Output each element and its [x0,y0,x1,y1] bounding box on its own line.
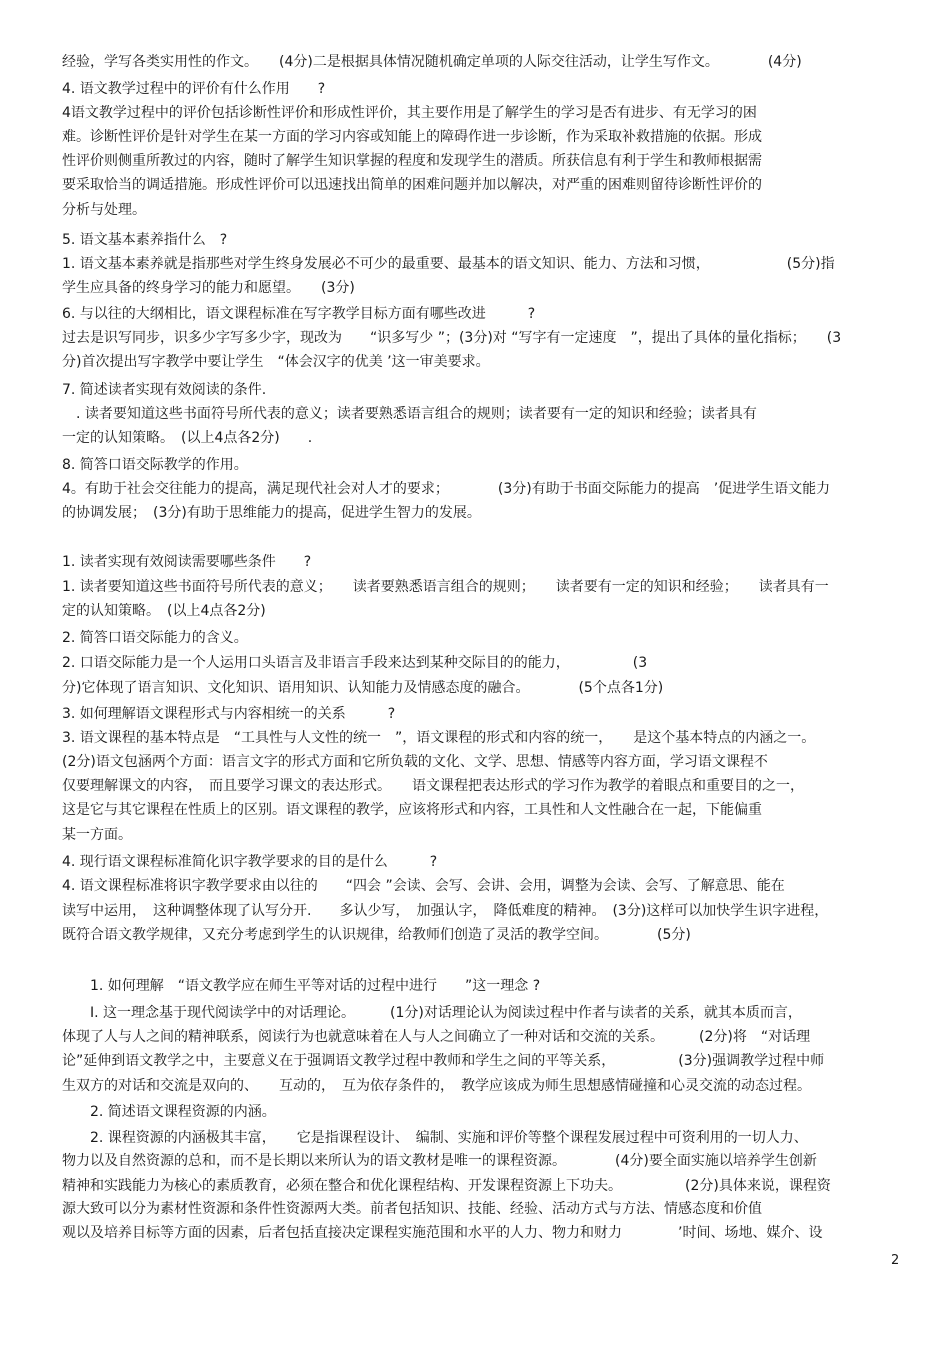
text-line: 经验，学写各类实用性的作文。 (4分)二是根据具体情况随机确定单项的人际交往活动，让学生写作文。 (4分) [62,54,802,70]
text-line: 4. 语文课程标准将识字教学要求由以往的 “四会 ”会读、会写、会讲、会用，调整为会读、会写、了解意思、能在 [62,878,785,894]
text-line: 4. 语文教学过程中的评价有什么作用 ? [62,81,326,97]
text-line: 1. 读者要知道这些书面符号所代表的意义； 读者要熟悉语言组合的规则； 读者要有一定的知识和经验； 读者具有一 [62,579,829,595]
text-line: 过去是识写同步，识多少字写多少字，现改为 “识多写少 ”；(3分)对 “写字有一定速度 ”，提出了具体的量化指标； (3 [62,330,842,346]
text-line: 2. 简答口语交际能力的含义。 [62,630,248,646]
text-line: 体现了人与人之间的精神联系，阅读行为也就意味着在人与人之间确立了一种对话和交流的关系。 (2分)将 “对话理 [62,1029,811,1045]
text-line: 仅要理解课文的内容， 而且要学习课文的表达形式。 语文课程把表达形式的学习作为教学的着眼点和重要目的之一， [62,778,804,794]
text-line: 某一方面。 [62,827,132,843]
text-line: 2. 口语交际能力是一个人运用口头语言及非语言手段来达到某种交际目的的能力， (3 [62,655,648,671]
text-line: 既符合语文教学规律，又充分考虑到学生的认识规律，给教师们创造了灵活的教学空间。 (5分) [62,927,691,943]
text-line: 2. 课程资源的内涵极其丰富， 它是指课程设计、 编制、实施和评价等整个课程发展过程中可资利用的一切人力、 [90,1130,808,1146]
text-line: 分)首次提出写字教学中要让学生 “体会汉字的优美 ’这一审美要求。 [62,354,490,370]
text-line: 2. 简述语文课程资源的内涵。 [90,1104,276,1120]
text-line: 论”延伸到语文教学之中，主要意义在于强调语文教学过程中教师和学生之间的平等关系， (3分)强调教学过程中师 [62,1053,825,1069]
text-line: 源大致可以分为素材性资源和条件性资源两大类。前者包括知识、技能、经验、活动方式与方法、情感态度和价值 [62,1201,762,1217]
text-line: 物力以及自然资源的总和，而不是长期以来所认为的语文教材是唯一的课程资源。 (4分)要全面实施以培养学生创新 [62,1153,817,1169]
text-line: 难。诊断性评价是针对学生在某一方面的学习内容或知能上的障碍作进一步诊断，作为采取补救措施的依据。形成 [62,129,762,145]
text-line: I. 这一理念基于现代阅读学中的对话理论。 (1分)对话理论认为阅读过程中作者与读者的关系，就其本质而言， [90,1005,802,1021]
text-line: 读写中运用， 这种调整体现了认写分开. 多认少写， 加强认字， 降低难度的精神。 (3分)这样可以加快学生识字进程， [62,903,829,919]
text-line: 1. 语文基本素养就是指那些对学生终身发展必不可少的最重要、最基本的语文知识、能力、方法和习惯， (5分)指 [62,256,835,272]
text-line: 要采取恰当的调适措施。形成性评价可以迅速找出简单的困难问题并加以解决，对严重的困难则留待诊断性评价的 [62,177,762,193]
text-line: 4。有助于社会交往能力的提高，满足现代社会对人才的要求； (3分)有助于书面交际能力的提高 ’促进学生语文能力 [62,481,831,497]
text-line: 学生应具备的终身学习的能力和愿望。 (3分) [62,280,355,296]
text-line: 观以及培养目标等方面的因素，后者包括直接决定课程实施范围和水平的人力、物力和财力 ’时间、场地、媒介、设 [62,1225,823,1241]
text-line: 4语文教学过程中的评价包括诊断性评价和形成性评价，其主要作用是了解学生的学习是否有进步、有无学习的困 [62,105,757,121]
text-line: 精神和实践能力为核心的素质教育，必须在整合和优化课程结构、开发课程资源上下功夫。 (2分)具体来说，课程资 [62,1178,831,1194]
text-line: 6. 与以往的大纲相比，语文课程标准在写字教学目标方面有哪些改进 ? [62,306,536,322]
text-line: 3. 如何理解语文课程形式与内容相统一的关系 ? [62,706,396,722]
text-line: 5. 语文基本素养指什么 ? [62,232,228,248]
text-line: 分析与处理。 [62,202,146,218]
text-line: . 读者要知道这些书面符号所代表的意义；读者要熟悉语言组合的规则；读者要有一定的知识和经验；读者具有 [62,406,757,422]
text-line: 生双方的对话和交流是双向的、 互动的， 互为依存条件的， 教学应该成为师生思想感情碰撞和心灵交流的动态过程。 [62,1078,811,1094]
text-line: 1. 读者实现有效阅读需要哪些条件 ? [62,554,312,570]
text-line: 8. 简答口语交际教学的作用。 [62,457,248,473]
text-line: 3. 语文课程的基本特点是 “工具性与人文性的统一 ”，语文课程的形式和内容的统一， 是这个基本特点的内涵之一。 [62,730,816,746]
text-line: 一定的认知策略。 (以上4点各2分) . [62,430,313,446]
text-line: 4. 现行语文课程标准简化识字教学要求的目的是什么 ? [62,854,438,870]
page-number: 2 [891,1253,900,1268]
text-line: 分)它体现了语言知识、文化知识、语用知识、认知能力及情感态度的融合。 (5个点各1分) [62,680,664,696]
text-line: 性评价则侧重所教过的内容，随时了解学生知识掌握的程度和发现学生的潜质。所获信息有利于学生和教师根据需 [62,153,762,169]
text-line: 7. 简述读者实现有效阅读的条件. [62,382,267,398]
text-line: 的协调发展； (3分)有助于思维能力的提高，促进学生智力的发展。 [62,505,481,521]
text-line: 1. 如何理解 “语文教学应在师生平等对话的过程中进行 ”这一理念 ? [90,978,541,994]
text-line: 定的认知策略。 (以上4点各2分) [62,603,266,619]
text-line: (2分)语文包涵两个方面：语言文字的形式方面和它所负载的文化、文学、思想、情感等内容方面，学习语文课程不 [62,754,768,770]
text-line: 这是它与其它课程在性质上的区别。语文课程的教学，应该将形式和内容，工具性和人文性融合在一起，下能偏重 [62,802,762,818]
